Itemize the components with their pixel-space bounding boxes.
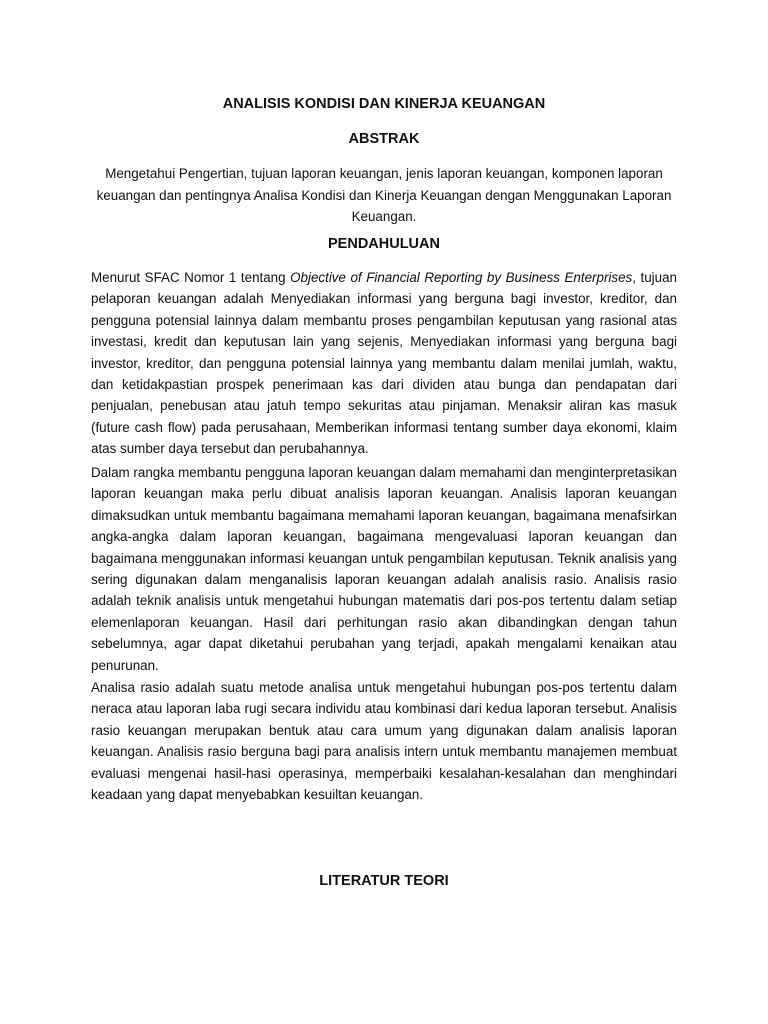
document-title: ANALISIS KONDISI DAN KINERJA KEUANGAN — [222, 96, 546, 112]
paragraph-1-rest: , tujuan pelaporan keuangan adalah Menyediakan informasi yang berguna bagi investor, kreditor, dan pengguna potensial lainnya dalam membantu proses pengambilan keputusan yang rasional atas investasi, kredit dan keputusan lain yang sejenis, Menyediakan informasi yang berguna bagi investor, kreditor, dan pengguna potensial lainnya yang membantu dalam menilai jumlah, waktu, dan ketidakpastian prospek penerimaan kas dari dividen atau bunga dan pendapatan dari penjualan, penebusan atau jatuh tempo sekuritas atau pinjaman. Menaksir aliran kas masuk (future cash flow) pada perusahaan, Memberikan informasi tentang sumber daya ekonomi, klaim atas sumber daya tersebut dan perubahannya. — [91, 270, 677, 457]
intro-paragraph-1 — [91, 267, 677, 460]
literature-heading: LITERATUR TEORI — [319, 873, 449, 889]
intro-paragraph-3: Analisa rasio adalah suatu metode analisa untuk mengetahui hubungan pos-pos tertentu dalam neraca atau laporan laba rugi secara individu atau kombinasi dari kedua laporan tersebut. Analisis rasio keuangan merupakan bentuk atau cara umum yang digunakan dalam analisis laporan keuangan. Analisis rasio berguna bagi para analisis intern untuk membantu manajemen membuat evaluasi mengenai hasil-hasi operasinya, memperbaiki kesalahan-kesalahan dan menghindari keadaan yang dapat menyebabkan kesuiltan keuangan. — [91, 680, 677, 803]
paragraph-1-italic-title: Objective of Financial Reporting by Business Enterprises — [290, 270, 633, 285]
abstract-heading: ABSTRAK — [348, 131, 420, 147]
abstract-text: Mengetahui Pengertian, tujuan laporan keuangan, jenis laporan keuangan, komponen laporan keuangan dan pentingnya Analisa Kondisi dan Kinerja Keuangan dengan Menggunakan Laporan Keuangan. — [96, 166, 672, 224]
intro-paragraph-2: Dalam rangka membantu pengguna laporan keuangan dalam memahami dan menginterpretasikan laporan keuangan maka perlu dibuat analisis laporan keuangan. Analisis laporan keuangan dimaksudkan untuk membantu bagaimana memahami laporan keuangan, bagaimana menafsirkan angka-angka dalam laporan keuangan, bagaimana mengevaluasi laporan keuangan dan bagaimana menggunakan informasi keuangan untuk pengambilan keputusan. Teknik analisis yang sering digunakan dalam menganalisis laporan keuangan adalah analisis rasio. Analisis rasio adalah teknik analisis untuk mengetahui hubungan matematis dari pos-pos tertentu dalam setiap elemenlaporan keuangan. Hasil dari perhitungan rasio akan dibandingkan dengan tahun sebelumnya, agar dapat diketahui perubahan yang terjadi, apakah mengalami kenaikan atau penurunan. — [91, 465, 677, 673]
paragraph-1-lead: Menurut SFAC Nomor 1 tentang — [91, 270, 291, 285]
intro-heading: PENDAHULUAN — [328, 236, 440, 252]
